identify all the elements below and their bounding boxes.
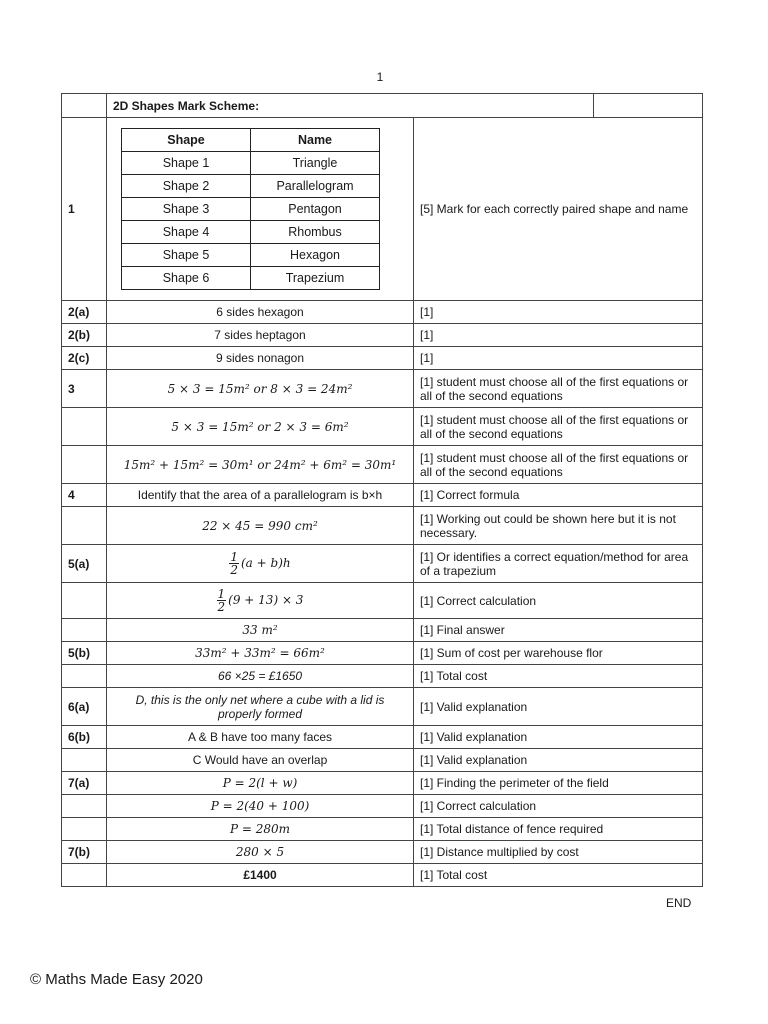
shape-pair-row: Shape 1 Triangle (122, 152, 380, 175)
table-row: 7(b) 280 × 5 [1] Distance multiplied by cost (62, 841, 703, 864)
shape-pair-row: Shape 2 Parallelogram (122, 175, 380, 198)
table-title: 2D Shapes Mark Scheme: (107, 94, 594, 118)
name-header: Name (251, 129, 380, 152)
shape-pair-row: Shape 3 Pentagon (122, 198, 380, 221)
table-row: 33 m² [1] Final answer (62, 619, 703, 642)
fraction-half: $\frac{1}{2}$ (217, 587, 226, 614)
table-row: P = 2(40 + 100) [1] Correct calculation (62, 795, 703, 818)
table-row: C Would have an overlap [1] Valid explanation (62, 749, 703, 772)
table-row: 66 ×25 = £1650 [1] Total cost (62, 665, 703, 688)
shape-name-table (121, 128, 380, 290)
table-row: P = 280m [1] Total distance of fence required (62, 818, 703, 841)
shape-header: Shape (122, 129, 251, 152)
table-row: 2(a) 6 sides hexagon [1] (62, 301, 703, 324)
table-row: 5(a) $\frac{1}{2}$ (a + b)h [1] Or identifies a correct equation/method for area of a trapezium (62, 545, 703, 583)
q1-row (62, 118, 703, 301)
table-row: 7(a) P = 2(l + w) [1] Finding the perimeter of the field (62, 772, 703, 795)
mark-cell: [5] Mark for each correctly paired shape and name (414, 118, 703, 301)
shape-pair-row: Shape 6 Trapezium (122, 267, 380, 290)
table-row: 5 × 3 = 15m² or 2 × 3 = 6m² [1] student must choose all of the first equations or all of the second equations (62, 408, 703, 446)
table-row: 15m² + 15m² = 30m¹ or 24m² + 6m² = 30m¹ [1] student must choose all of the first equations or all of the second equations (62, 446, 703, 484)
table-row: 2(c) 9 sides nonagon [1] (62, 347, 703, 370)
copyright-footer: © Maths Made Easy 2020 (30, 971, 203, 988)
table-row: 2(b) 7 sides heptagon [1] (62, 324, 703, 347)
table-row: 5(b) 33m² + 33m² = 66m² [1] Sum of cost per warehouse flor (62, 642, 703, 665)
table-row: 6(a) D, this is the only net where a cube with a lid is properly formed [1] Valid explanation (62, 688, 703, 726)
page-number: 1 (376, 70, 384, 84)
table-row: 6(b) A & B have too many faces [1] Valid explanation (62, 726, 703, 749)
question-number: 1 (62, 118, 107, 301)
table-row: $\frac{1}{2}$ (9 + 13) × 3 [1] Correct calculation (62, 583, 703, 619)
table-row: 4 Identify that the area of a parallelogram is b×h [1] Correct formula (62, 484, 703, 507)
shape-pair-row: Shape 5 Hexagon (122, 244, 380, 267)
end-label: END (666, 896, 692, 910)
table-row: 3 5 × 3 = 15m² or 8 × 3 = 24m² [1] student must choose all of the first equations or all of the second equations (62, 370, 703, 408)
shape-pair-row: Shape 4 Rhombus (122, 221, 380, 244)
title-row (62, 94, 703, 118)
table-row: £1400 [1] Total cost (62, 864, 703, 887)
table-row: 22 × 45 = 990 cm² [1] Working out could be shown here but it is not necessary. (62, 507, 703, 545)
fraction-half: $\frac{1}{2}$ (230, 550, 238, 577)
mark-scheme-table (61, 93, 703, 887)
